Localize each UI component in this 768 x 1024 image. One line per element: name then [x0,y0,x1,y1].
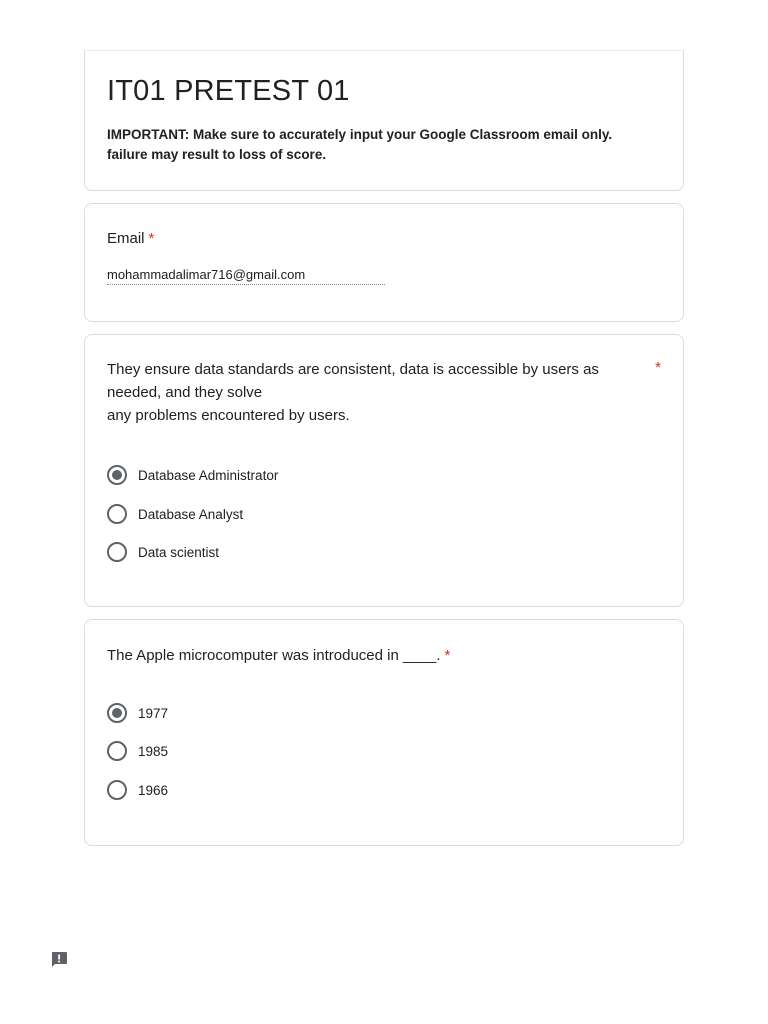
radio-button[interactable] [107,780,127,800]
required-asterisk: * [148,230,155,247]
form-title: IT01 PRETEST 01 [107,75,350,107]
radio-option-1966[interactable] [107,779,168,801]
radio-option-database-administrator[interactable] [107,464,278,486]
form-header-card [84,50,684,191]
question-card-1 [84,334,684,607]
required-asterisk: * [655,359,661,376]
email-field[interactable]: mohammadalimar716@gmail.com [107,267,385,285]
radio-button[interactable] [107,504,127,524]
question-1-text [107,358,627,427]
option-label: Data scientist [138,544,220,560]
option-label: 1977 [138,705,169,721]
radio-button[interactable] [107,741,127,761]
radio-option-database-analyst[interactable] [107,503,243,525]
question-2-text: The Apple microcomputer was introduced in ____. [107,647,441,664]
radio-option-data-scientist[interactable] [107,541,219,563]
radio-button-checked[interactable] [107,703,127,723]
question-2-text-row [107,644,450,667]
radio-option-1977[interactable] [107,702,168,724]
option-label: 1966 [138,782,169,798]
question-1-line-3: any problems encountered by users. [107,407,350,424]
radio-option-1985[interactable] [107,740,168,762]
report-feedback-icon[interactable] [49,950,69,970]
option-label: Database Analyst [138,506,244,522]
required-asterisk: * [444,647,451,664]
form-description: IMPORTANT: Make sure to accurately input your Google Classroom email only. failure may result to loss of score. [107,127,613,162]
question-card-2 [84,619,684,846]
question-1-line-1: They ensure data standards are consistent, data is accessible by users as [107,361,599,378]
question-1-line-2: needed, and they solve [107,384,263,401]
radio-button-checked[interactable] [107,465,127,485]
radio-button[interactable] [107,542,127,562]
option-label: Database Administrator [138,467,279,483]
email-question-card [84,203,684,322]
email-label: Email [107,230,145,247]
email-label-row [107,227,154,250]
option-label: 1985 [138,743,169,759]
